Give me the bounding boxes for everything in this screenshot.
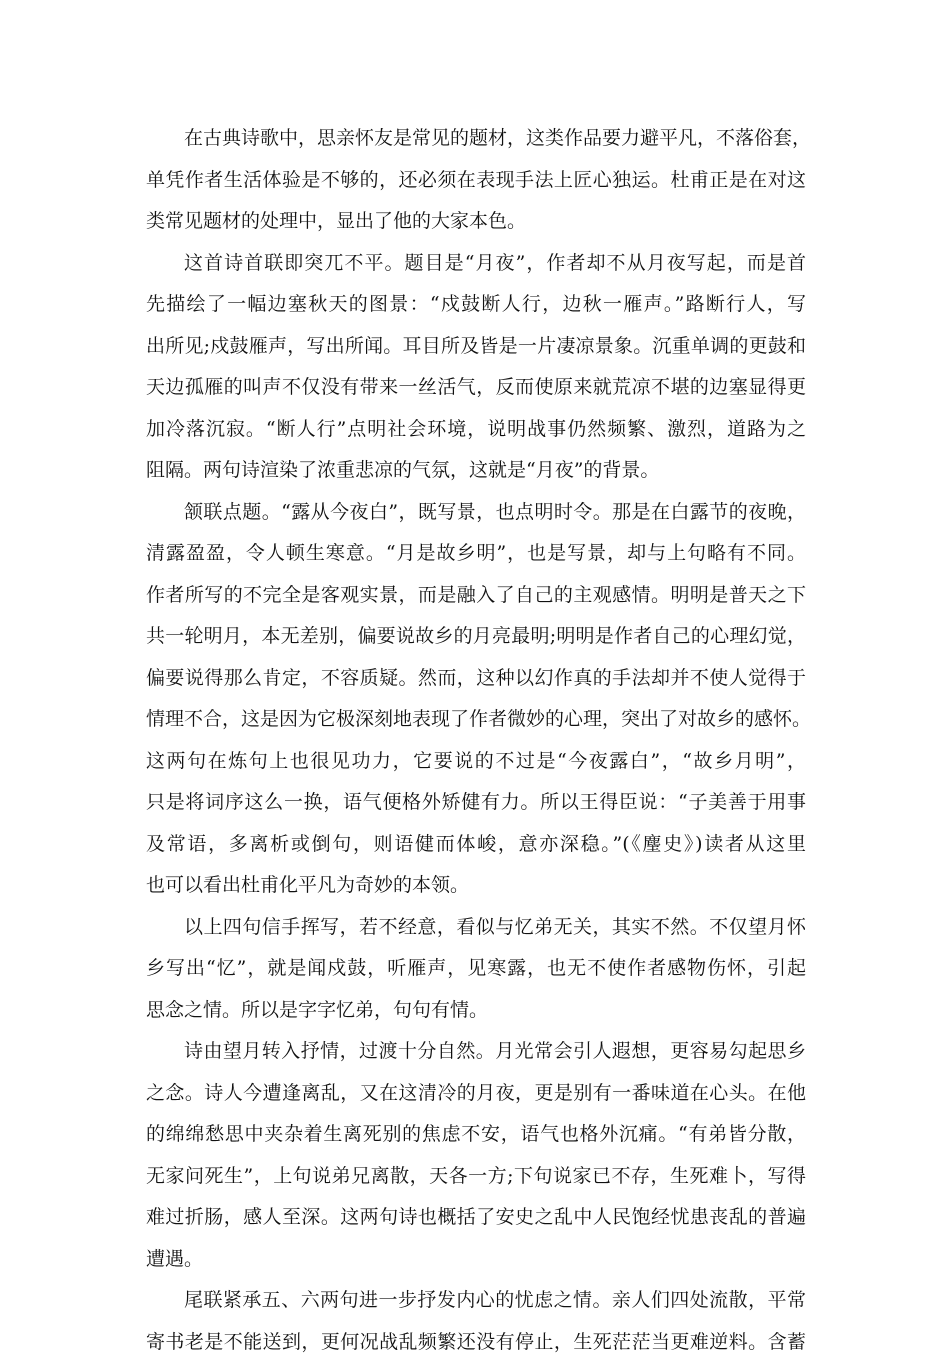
text-line: 的绵绵愁思中夹杂着生离死别的焦虑不安，语气也格外沉痛。“有弟皆分散， [146, 1114, 806, 1156]
article-body [146, 118, 806, 1363]
text-line: 遭遇。 [146, 1239, 806, 1281]
text-line: 作者所写的不完全是客观实景，而是融入了自己的主观感情。明明是普天之下 [146, 575, 806, 617]
text-line: 尾联紧承五、六两句进一步抒发内心的忧虑之情。亲人们四处流散，平常 [146, 1280, 806, 1322]
text-line: 先描绘了一幅边塞秋天的图景：“戍鼓断人行，边秋一雁声。”路断行人，写 [146, 284, 806, 326]
text-line: 无家问死生”，上句说弟兄离散，天各一方;下句说家已不存，生死难卜，写得 [146, 1156, 806, 1198]
text-line: 共一轮明月，本无差别，偏要说故乡的月亮最明;明明是作者自己的心理幻觉， [146, 616, 806, 658]
text-line: 这首诗首联即突兀不平。题目是“月夜”，作者却不从月夜写起，而是首 [146, 243, 806, 285]
text-line: 乡写出“忆”，就是闻戍鼓，听雁声，见寒露，也无不使作者感物伤怀，引起 [146, 948, 806, 990]
text-line: 单凭作者生活体验是不够的，还必须在表现手法上匠心独运。杜甫正是在对这 [146, 160, 806, 202]
text-line: 及常语，多离析或倒句，则语健而体峻，意亦深稳。”(《麈史》)读者从这里 [146, 824, 806, 866]
text-line: 也可以看出杜甫化平凡为奇妙的本领。 [146, 865, 806, 907]
text-line: 情理不合，这是因为它极深刻地表现了作者微妙的心理，突出了对故乡的感怀。 [146, 699, 806, 741]
text-line: 天边孤雁的叫声不仅没有带来一丝活气，反而使原来就荒凉不堪的边塞显得更 [146, 367, 806, 409]
text-line: 偏要说得那么肯定，不容质疑。然而，这种以幻作真的手法却并不使人觉得于 [146, 658, 806, 700]
text-line: 诗由望月转入抒情，过渡十分自然。月光常会引人遐想，更容易勾起思乡 [146, 1031, 806, 1073]
text-line: 寄书老是不能送到，更何况战乱频繁还没有停止，生死茫茫当更难逆料。含蓄 [146, 1322, 806, 1363]
text-line: 以上四句信手挥写，若不经意，看似与忆弟无关，其实不然。不仅望月怀 [146, 907, 806, 949]
text-line: 类常见题材的处理中，显出了他的大家本色。 [146, 201, 806, 243]
text-line: 只是将词序这么一换，语气便格外矫健有力。所以王得臣说：“子美善于用事 [146, 782, 806, 824]
text-line: 出所见;戍鼓雁声，写出所闻。耳目所及皆是一片凄凉景象。沉重单调的更鼓和 [146, 326, 806, 368]
text-line: 这两句在炼句上也很见功力，它要说的不过是“今夜露白”，“故乡月明”， [146, 741, 806, 783]
text-line: 加冷落沉寂。“断人行”点明社会环境，说明战事仍然频繁、激烈，道路为之 [146, 409, 806, 451]
text-line: 颔联点题。“露从今夜白”，既写景，也点明时令。那是在白露节的夜晚， [146, 492, 806, 534]
text-line: 难过折肠，感人至深。这两句诗也概括了安史之乱中人民饱经忧患丧乱的普遍 [146, 1197, 806, 1239]
text-line: 之念。诗人今遭逢离乱，又在这清冷的月夜，更是别有一番味道在心头。在他 [146, 1073, 806, 1115]
text-line: 清露盈盈，令人顿生寒意。“月是故乡明”，也是写景，却与上句略有不同。 [146, 533, 806, 575]
text-line: 思念之情。所以是字字忆弟，句句有情。 [146, 990, 806, 1032]
text-line: 在古典诗歌中，思亲怀友是常见的题材，这类作品要力避平凡，不落俗套， [146, 118, 806, 160]
text-line: 阻隔。两句诗渲染了浓重悲凉的气氛，这就是“月夜”的背景。 [146, 450, 806, 492]
